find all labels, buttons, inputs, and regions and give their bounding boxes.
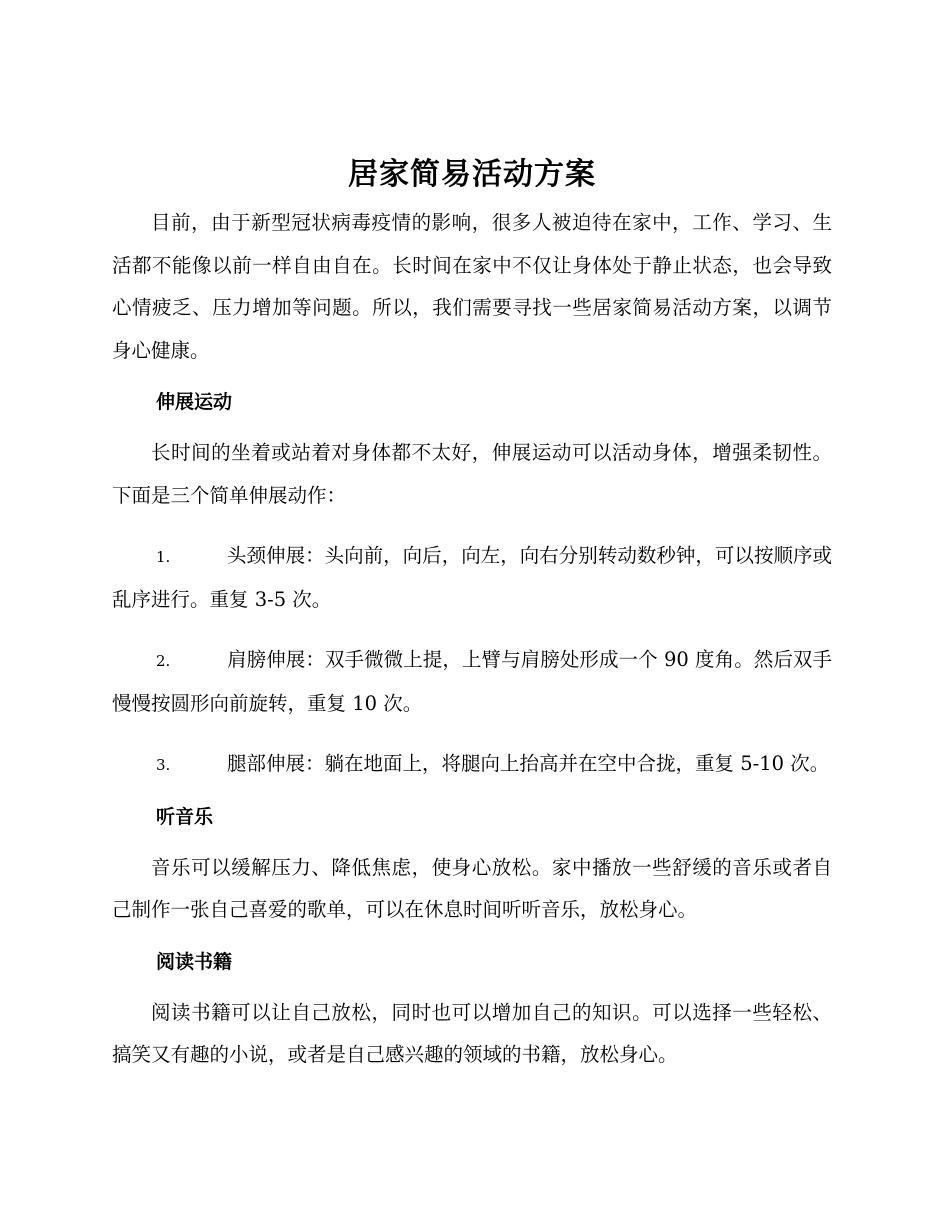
section-heading-stretching: 伸展运动: [156, 391, 233, 413]
document-body: [112, 148, 832, 1077]
spacer: [112, 829, 832, 847]
list-item-text: 肩膀伸展：双手微微上提，上臂与肩膀处形成一个 90 度角。然后双手慢慢按圆形向前旋转，重复 10 次。: [112, 648, 832, 715]
spacer: [112, 372, 832, 390]
section-heading-music: 听音乐: [156, 805, 214, 828]
spacer: [112, 517, 832, 535]
music-paragraph: 音乐可以缓解压力、降低焦虑，使身心放松。家中播放一些舒缓的音乐或者自己制作一张自己喜爱的歌单，可以在休息时间听听音乐，放松身心。: [112, 855, 832, 921]
spacer: [112, 932, 832, 950]
spacer: [112, 974, 832, 992]
intro-paragraph: 目前，由于新型冠状病毒疫情的影响，很多人被迫待在家中，工作、学习、生活都不能像以前一样自由自在。长时间在家中不仅让身体处于静止状态，也会导致心情疲乏、压力增加等问题。所以，我们需要寻找一些居家简易活动方案，以调节身心健康。: [112, 211, 832, 362]
spacer: [112, 725, 832, 743]
list-item: [112, 535, 832, 621]
list-item: [112, 639, 832, 725]
list-item: [112, 743, 832, 787]
list-item-text: 腿部伸展：躺在地面上，将腿向上抬高并在空中合拢，重复 5-10 次。: [227, 752, 830, 775]
section-heading-reading: 阅读书籍: [156, 950, 233, 973]
spacer: [112, 621, 832, 639]
list-item-number: 3.: [156, 756, 171, 774]
spacer: [112, 414, 832, 432]
list-item-text: 头颈伸展：头向前，向后，向左，向右分别转动数秒钟，可以按顺序或乱序进行。重复 3-5 次。: [112, 544, 832, 611]
stretching-paragraph: 长时间的坐着或站着对身体都不太好，伸展运动可以活动身体，增强柔韧性。下面是三个简单伸展动作：: [112, 441, 832, 507]
spacer: [112, 787, 832, 805]
reading-paragraph: 阅读书籍可以让自己放松，同时也可以增加自己的知识。可以选择一些轻松、搞笑又有趣的小说，或者是自己感兴趣的领域的书籍，放松身心。: [112, 1000, 832, 1066]
list-item-number: 1.: [156, 548, 171, 566]
list-item-number: 2.: [156, 652, 171, 670]
document-title: 居家简易活动方案: [348, 157, 596, 192]
